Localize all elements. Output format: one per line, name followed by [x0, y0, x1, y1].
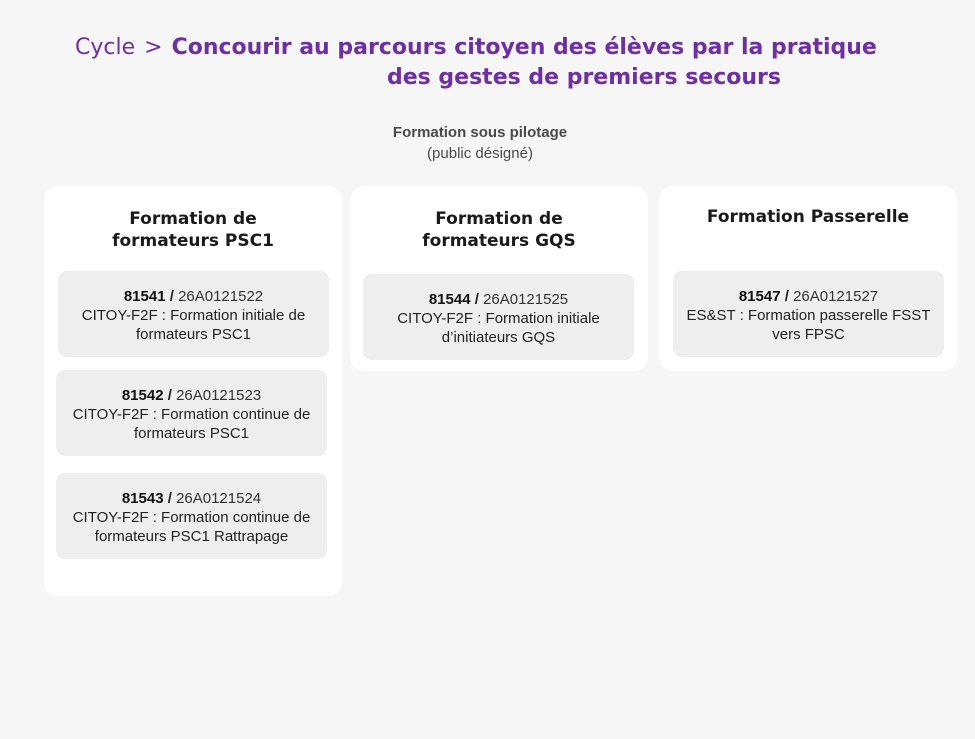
training-card-81547[interactable]: [673, 271, 944, 357]
card-description: CITOY-F2F : Formation initiale de formateurs PSC1: [81, 307, 306, 343]
breadcrumb-separator: >: [144, 35, 163, 60]
subtitle-main: Formation sous pilotage: [392, 124, 568, 141]
card-code: 81544: [428, 291, 471, 308]
card-ref: 26A0121524: [176, 490, 262, 507]
column-title: Formation de formateurs GQS: [422, 209, 576, 251]
card-ref: 26A0121523: [176, 387, 262, 404]
card-separator: /: [474, 291, 484, 308]
page-title-text: Concourir au parcours citoyen des élèves par la pratique: [171, 35, 877, 60]
column-formateurs-gqs: [350, 186, 648, 371]
training-card-81543[interactable]: [56, 473, 327, 559]
card-description: ES&ST : Formation passerelle FSST vers FPSC: [686, 307, 931, 343]
card-code: 81541: [123, 288, 166, 305]
card-ref: 26A0121525: [483, 291, 569, 308]
page-title-line1: [75, 33, 875, 63]
training-card-81542[interactable]: [56, 370, 327, 456]
card-separator: /: [167, 387, 177, 404]
card-code: 81543: [121, 490, 164, 507]
page-title-line2: des gestes de premiers secours: [387, 65, 781, 90]
card-ref: 26A0121522: [178, 288, 264, 305]
page-title: [75, 33, 877, 90]
column-passerelle: [659, 186, 957, 371]
card-description: CITOY-F2F : Formation continue de formateurs PSC1: [72, 406, 311, 442]
card-separator: /: [169, 288, 179, 305]
training-card-81541[interactable]: [58, 271, 329, 357]
card-ref: 26A0121527: [793, 288, 879, 305]
subtitle-sub: (public désigné): [427, 145, 533, 162]
card-separator: /: [784, 288, 794, 305]
card-description: CITOY-F2F : Formation continue de formateurs PSC1 Rattrapage: [72, 509, 311, 545]
training-card-81544[interactable]: [363, 274, 634, 360]
card-description: CITOY-F2F : Formation initiale d’initiateurs GQS: [397, 310, 600, 346]
subtitle: [330, 122, 630, 164]
column-title: Formation de formateurs PSC1: [112, 209, 274, 251]
card-code: 81547: [738, 288, 781, 305]
column-formateurs-psc1: [44, 186, 342, 596]
card-code: 81542: [121, 387, 164, 404]
card-separator: /: [167, 490, 177, 507]
breadcrumb-cycle[interactable]: Cycle: [75, 35, 136, 60]
column-title: Formation Passerelle: [706, 207, 910, 227]
